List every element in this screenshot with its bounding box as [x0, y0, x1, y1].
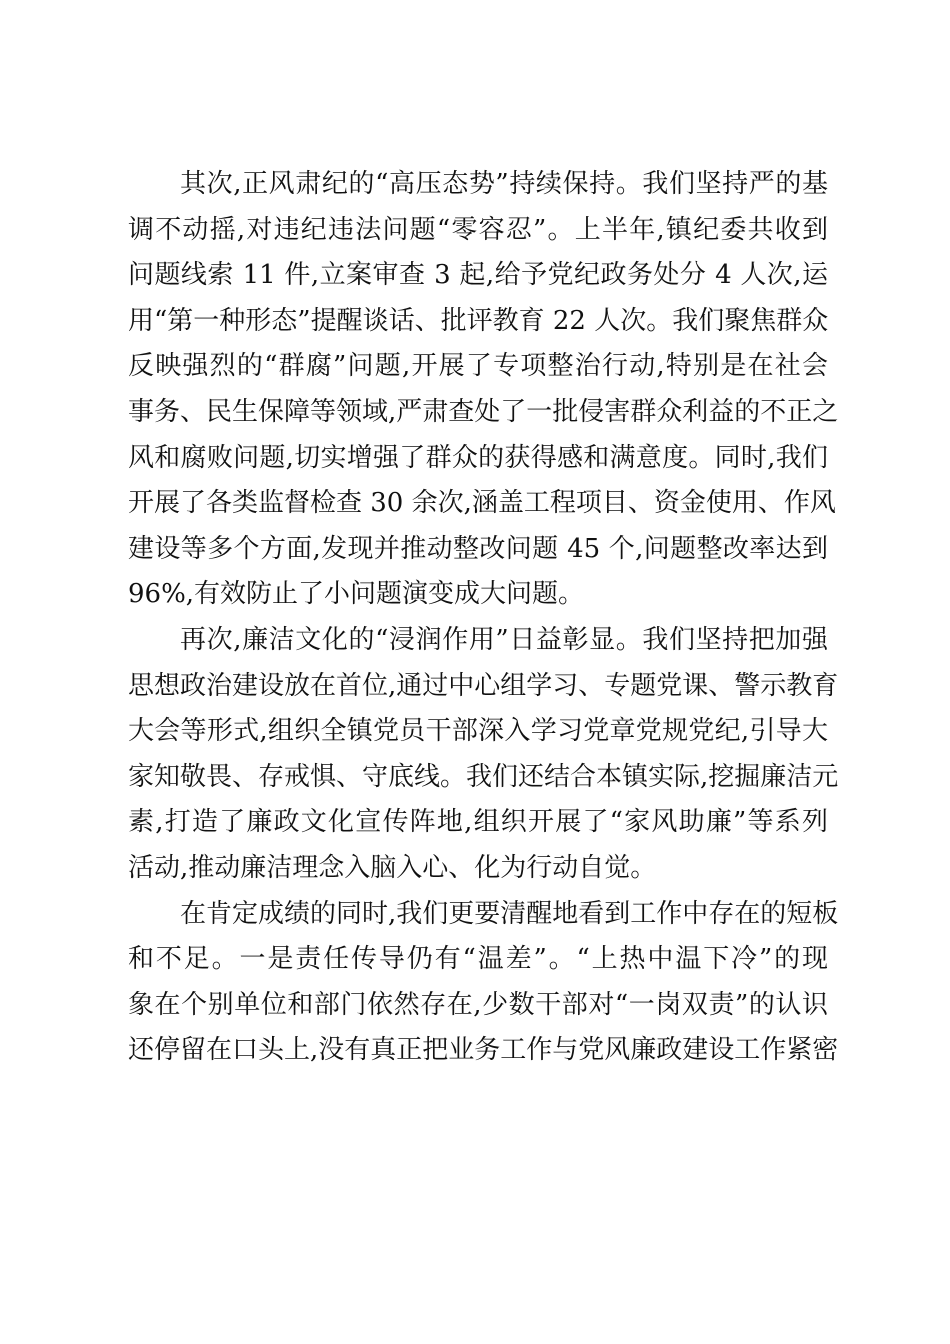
text-line: 还停留在口头上,没有真正把业务工作与党风廉政建设工作紧密 [128, 1035, 839, 1066]
text-line: 素,打造了廉政文化宣传阵地,组织开展了“家风助廉”等系列 [128, 807, 828, 838]
text-line: 建设等多个方面,发现并推动整改问题 45 个,问题整改率达到 [128, 533, 828, 564]
text-line: 大会等形式,组织全镇党员干部深入学习党章党规党纪,引导大 [128, 716, 828, 747]
document-body [128, 162, 839, 1074]
paragraph-enforcement [128, 162, 839, 618]
text-line: 思想政治建设放在首位,通过中心组学习、专题党课、警示教育 [128, 670, 839, 701]
paragraph-shortcomings [128, 892, 839, 1074]
text-line: 96%,有效防止了小问题演变成大问题。 [128, 579, 585, 610]
text-line: 和不足。一是责任传导仍有“温差”。“上热中温下冷”的现 [128, 944, 828, 975]
text-line: 再次,廉洁文化的“浸润作用”日益彰显。我们坚持把加强 [180, 624, 828, 655]
text-line: 其次,正风肃纪的“高压态势”持续保持。我们坚持严的基 [180, 169, 828, 199]
text-line: 活动,推动廉洁理念入脑入心、化为行动自觉。 [128, 852, 657, 883]
text-line: 家知敬畏、存戒惧、守底线。我们还结合本镇实际,挖掘廉洁元 [128, 761, 839, 792]
text-line: 调不动摇,对违纪违法问题“零容忍”。上半年,镇纪委共收到 [128, 214, 828, 245]
text-line: 开展了各类监督检查 30 余次,涵盖工程项目、资金使用、作风 [128, 488, 836, 519]
text-line: 事务、民生保障等领域,严肃查处了一批侵害群众利益的不正之 [128, 396, 839, 427]
text-line: 风和腐败问题,切实增强了群众的获得感和满意度。同时,我们 [128, 442, 828, 473]
text-line: 在肯定成绩的同时,我们更要清醒地看到工作中存在的短板 [180, 898, 839, 929]
text-line: 象在个别单位和部门依然存在,少数干部对“一岗双责”的认识 [128, 989, 828, 1020]
paragraph-integrity-culture [128, 618, 839, 892]
text-line: 反映强烈的“群腐”问题,开展了专项整治行动,特别是在社会 [128, 351, 828, 382]
text-line: 问题线索 11 件,立案审查 3 起,给予党纪政务处分 4 人次,运 [128, 260, 828, 291]
text-line: 用“第一种形态”提醒谈话、批评教育 22 人次。我们聚焦群众 [128, 305, 829, 336]
